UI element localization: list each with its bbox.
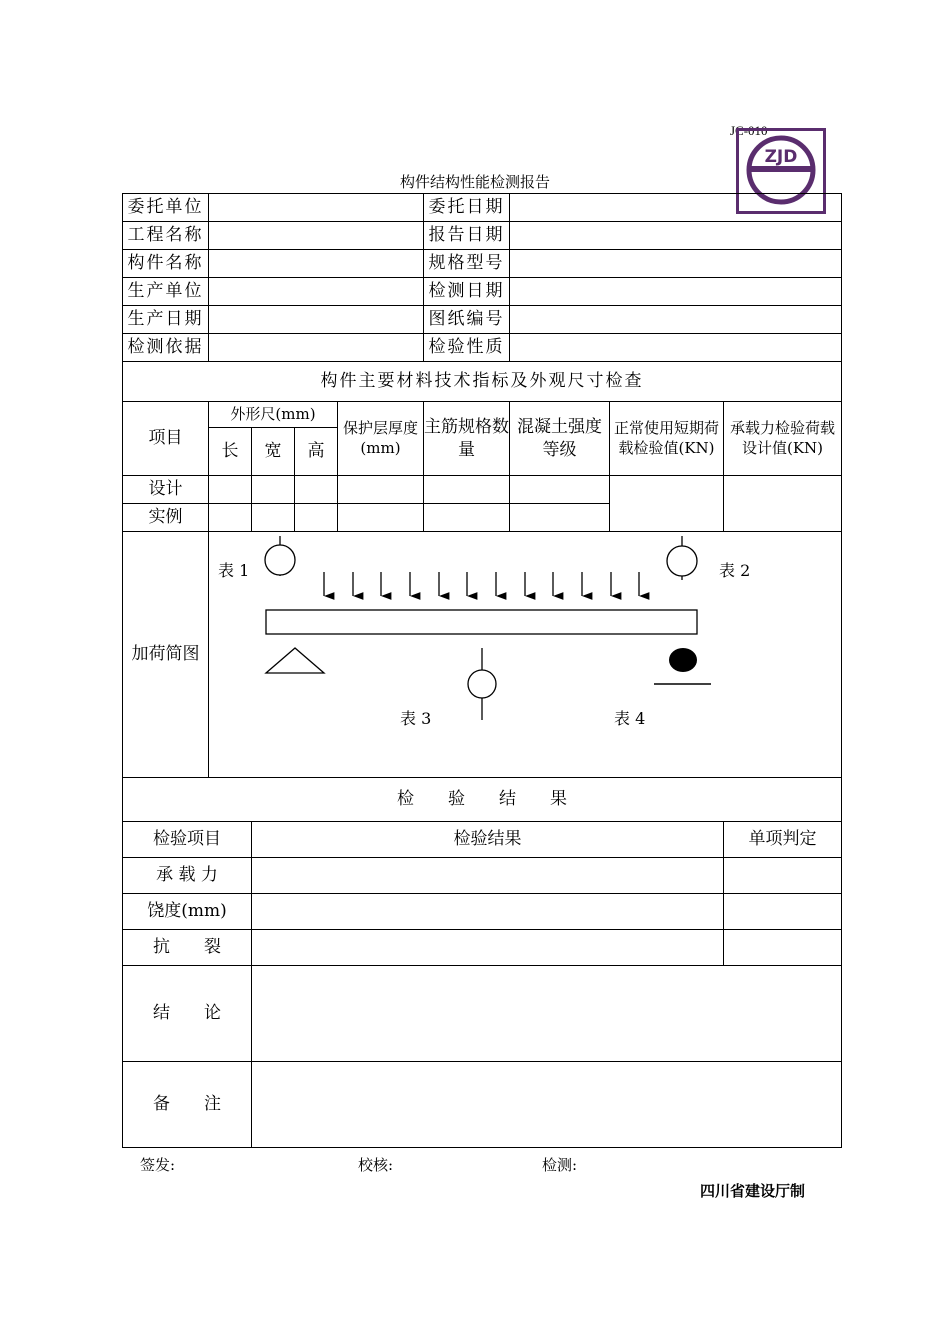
info-value[interactable] — [209, 334, 424, 362]
service-load-value[interactable] — [610, 476, 724, 532]
judgement-value[interactable] — [724, 858, 842, 894]
result-item-label: 承 载 力 — [123, 858, 252, 894]
cell[interactable] — [209, 504, 252, 532]
info-value[interactable] — [209, 306, 424, 334]
issue-signature-label: 签发: — [140, 1156, 176, 1174]
loading-diagram — [209, 532, 842, 778]
dims-header: 外形尺(mm) — [209, 402, 338, 428]
info-label: 委托单位 — [123, 194, 209, 222]
result-item-label: 抗 裂 — [123, 930, 252, 966]
gauge-2-label: 表 2 — [719, 561, 751, 580]
gauge-4-label: 表 4 — [614, 709, 646, 728]
result-value[interactable] — [252, 894, 724, 930]
item-header: 项目 — [123, 402, 209, 476]
result-value[interactable] — [252, 930, 724, 966]
remarks-label: 备 注 — [123, 1062, 252, 1148]
info-value[interactable] — [510, 222, 842, 250]
distributed-load-arrows-icon — [324, 572, 639, 596]
loading-diagram-svg — [209, 532, 841, 778]
judgement-header: 单项判定 — [724, 822, 842, 858]
design-row — [123, 476, 842, 504]
dial-gauge-1-icon — [265, 536, 295, 576]
roller-support-icon — [654, 648, 711, 684]
info-label: 委托日期 — [424, 194, 510, 222]
info-label: 工程名称 — [123, 222, 209, 250]
info-value[interactable] — [510, 306, 842, 334]
info-row — [123, 194, 842, 222]
conclusion-value[interactable] — [252, 966, 842, 1062]
info-value[interactable] — [209, 222, 424, 250]
info-label: 规格型号 — [424, 250, 510, 278]
result-row — [123, 858, 842, 894]
cell[interactable] — [252, 504, 295, 532]
beam-icon — [266, 610, 697, 634]
height-header: 高 — [295, 428, 338, 476]
concrete-header: 混凝土强度等级 — [510, 402, 610, 476]
gauge-3-label: 表 3 — [400, 709, 432, 728]
info-label: 检验性质 — [424, 334, 510, 362]
design-label: 设计 — [123, 476, 209, 504]
cell[interactable] — [424, 504, 510, 532]
info-value[interactable] — [209, 278, 424, 306]
cover-header: 保护层厚度(mm) — [338, 402, 424, 476]
info-label: 生产日期 — [123, 306, 209, 334]
info-label: 报告日期 — [424, 222, 510, 250]
pin-support-icon — [266, 648, 324, 673]
report-title: 构件结构性能检测报告 — [399, 173, 550, 191]
rebar-header: 主筋规格数量 — [424, 402, 510, 476]
judgement-value[interactable] — [724, 930, 842, 966]
cell[interactable] — [510, 504, 610, 532]
report-form — [122, 193, 842, 1148]
gauge-1-label: 表 1 — [218, 561, 250, 580]
info-row — [123, 306, 842, 334]
info-label: 检测日期 — [424, 278, 510, 306]
cell[interactable] — [295, 476, 338, 504]
result-item-label: 饶度(mm) — [123, 894, 252, 930]
conclusion-label: 结 论 — [123, 966, 252, 1062]
judgement-value[interactable] — [724, 894, 842, 930]
result-row — [123, 930, 842, 966]
info-row — [123, 334, 842, 362]
result-value-header: 检验结果 — [252, 822, 724, 858]
result-item-header: 检验项目 — [123, 822, 252, 858]
remarks-value[interactable] — [252, 1062, 842, 1148]
cell[interactable] — [424, 476, 510, 504]
issuer-name: 四川省建设厅制 — [700, 1182, 806, 1200]
info-label: 图纸编号 — [424, 306, 510, 334]
info-value[interactable] — [209, 194, 424, 222]
diagram-label: 加荷简图 — [123, 532, 209, 778]
capacity-load-header: 承载力检验荷载设计值(KN) — [724, 402, 842, 476]
info-label: 构件名称 — [123, 250, 209, 278]
dial-gauge-3-icon — [468, 648, 496, 720]
info-value[interactable] — [510, 250, 842, 278]
results-heading: 检 验 结 果 — [123, 778, 842, 822]
review-signature-label: 校核: — [358, 1156, 394, 1174]
cell[interactable] — [338, 504, 424, 532]
svg-text:ZJD: ZJD — [764, 147, 798, 167]
material-heading: 构件主要材料技术指标及外观尺寸检查 — [123, 362, 842, 402]
form-code: JC-010 — [730, 123, 768, 138]
result-value[interactable] — [252, 858, 724, 894]
cell[interactable] — [510, 476, 610, 504]
cell[interactable] — [338, 476, 424, 504]
info-value[interactable] — [510, 278, 842, 306]
width-header: 宽 — [252, 428, 295, 476]
result-row — [123, 894, 842, 930]
cell[interactable] — [252, 476, 295, 504]
cell[interactable] — [209, 476, 252, 504]
info-row — [123, 250, 842, 278]
info-value[interactable] — [510, 194, 842, 222]
length-header: 长 — [209, 428, 252, 476]
dial-gauge-2-icon — [667, 536, 697, 580]
info-row — [123, 278, 842, 306]
service-load-header: 正常使用短期荷载检验值(KN) — [610, 402, 724, 476]
capacity-load-value[interactable] — [724, 476, 842, 532]
cell[interactable] — [295, 504, 338, 532]
info-value[interactable] — [209, 250, 424, 278]
info-label: 生产单位 — [123, 278, 209, 306]
test-signature-label: 检测: — [542, 1156, 578, 1174]
info-row — [123, 222, 842, 250]
info-value[interactable] — [510, 334, 842, 362]
actual-label: 实例 — [123, 504, 209, 532]
info-label: 检测依据 — [123, 334, 209, 362]
